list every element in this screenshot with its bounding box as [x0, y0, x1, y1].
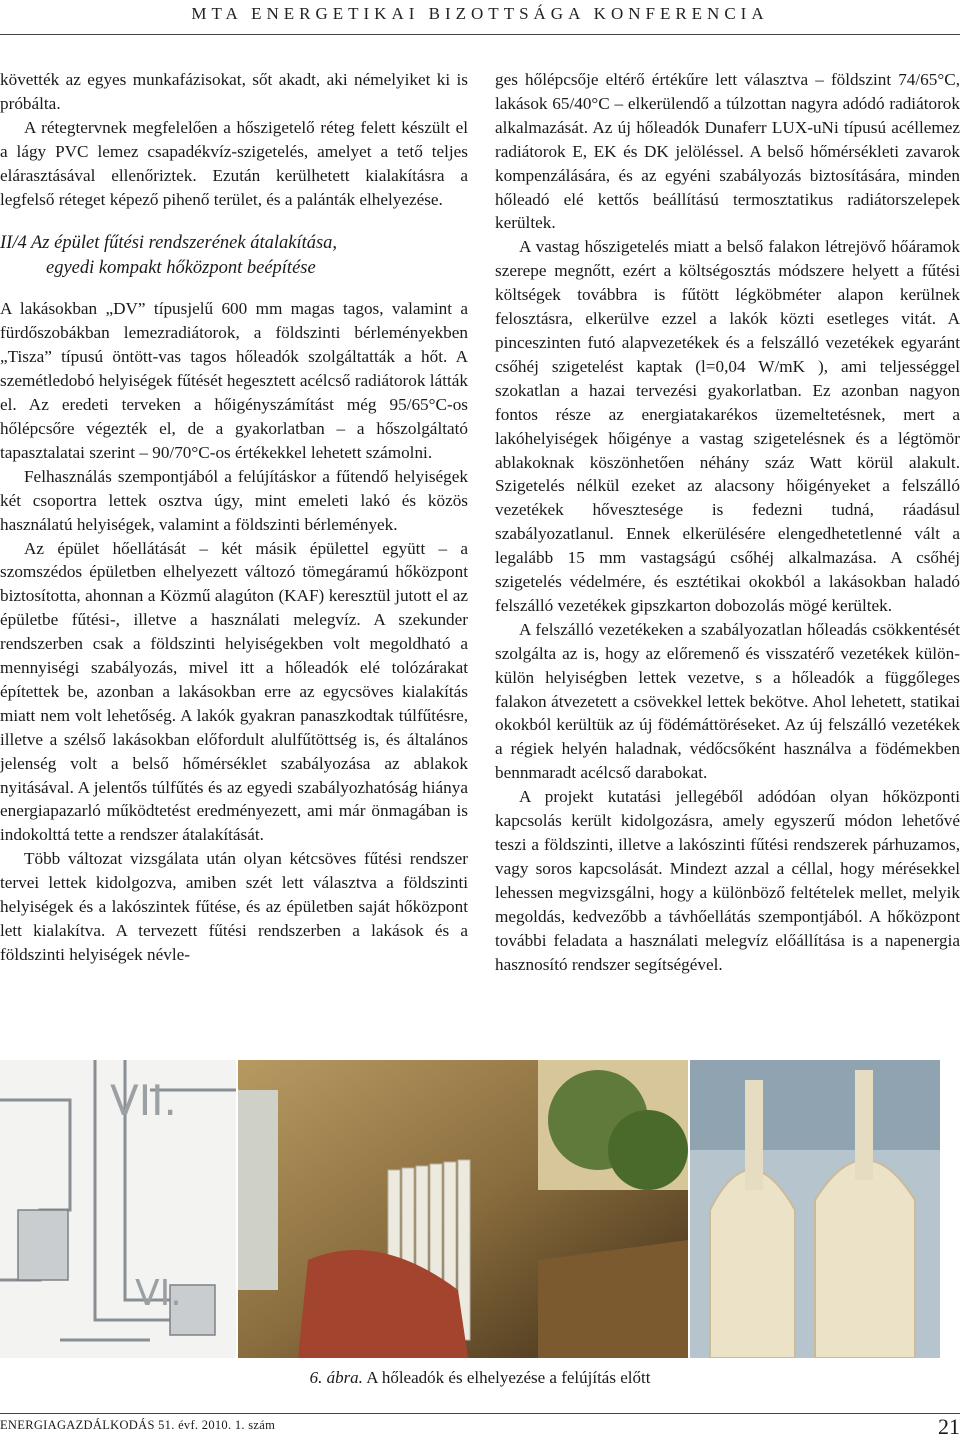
- figure-caption: [0, 1368, 960, 1388]
- figure-caption-text: A hőleadók és elhelyezése a felújítás előtt: [362, 1368, 651, 1387]
- radiator-room-drawing: [238, 1060, 688, 1358]
- paragraph: követték az egyes munkafázisokat, sőt akadt, aki némelyiket ki is próbálta.: [0, 70, 468, 113]
- footer-rule: [0, 1413, 960, 1414]
- paragraph: A lakásokban „DV” típusjelű 600 mm magas tagos, valamint a fürdőszobákban lemezradiátorok, a földszinti bérleményekben „Tisza” típusú öntött-vas tagos hőleadók szolgáltatták a hőt. A szemétledobó helyiségek fűtését hegesztett acélcső radiátorok látták el. Az eredeti terveken a hőigényszámítást még 95/65°C-os hőlépcsőre végezték el, de a gyakorlatban – a hőszolgáltató tapasztalatai szerint – 90/70°C-os értékekkel lehetett számolni.: [0, 299, 468, 462]
- section-heading: [0, 231, 468, 281]
- pipe-diagram-drawing: [0, 1060, 236, 1358]
- section-heading-line-2: egyedi kompakt hőközpont beépítése: [46, 258, 316, 279]
- pipe-diagram-photo: [0, 1060, 236, 1358]
- figure-number: 6. ábra.: [309, 1368, 363, 1387]
- paragraph: A rétegtervnek megfelelően a hőszigetelő réteg felett készült el a lágy PVC lemez csapadékvíz-szigetelés, amelyet a tető teljes elárasztásával ellenőriztek. Ezután kerülhetett kialakításra a legfelső réteget képező pihenő terület, és a palánták elhelyezése.: [0, 117, 468, 209]
- page-number: 21: [938, 1414, 960, 1439]
- journal-footer: ENERGIAGAZDÁLKODÁS 51. évf. 2010. 1. szám: [0, 1418, 276, 1432]
- paragraph: Felhasználás szempontjából a felújításkor a fűtendő helyiségek két csoportra lettek osztva úgy, mint emeleti lakó és közös használatú helyiségek, valamint a földszinti bérlemények.: [0, 466, 468, 534]
- left-column: [0, 68, 468, 967]
- right-column: [495, 68, 960, 976]
- paragraph: A projekt kutatási jellegéből adódóan olyan hőközponti kapcsolás került kidolgozásra, amely egyszerű módon lehetővé teszi a földszinti, illetve a lakószinti fűtési rendszerek párhuzamos, vagy soros kapcsolását. Mindezt azzal a céllal, hogy mérésekkel lehessen megvizsgálni, hogy a különböző feltételek mellet, melyik megoldás, kedvezőbb a távhőellátás szempontjából. A hőközpont további feladata a használati melegvíz előállítása is a napenergia hasznosító rendszer segítségével.: [495, 787, 960, 974]
- running-header: MTA ENERGETIKAI BIZOTTSÁGA KONFERENCIA: [191, 4, 769, 23]
- paragraph: Több változat vizsgálata után olyan kétcsöves fűtési rendszer tervei lettek kidolgozva, amiben szét lett választva a földszinti helyiségek és a lakószintek fűtése, és az épületben saját hőközpont lett kialakítva. A tervezett fűtési rendszerben a lakások és a földszinti helyiségek névle-: [0, 849, 468, 964]
- paragraph: A vastag hőszigetelés miatt a belső falakon létrejövő hőáramok szerepe megnőtt, ezért a költségosztás módszere helyett a fűtési költségek továbbra is fűtött légköbméter alapon kerülnek felosztásra, elkerülve ezzel a lakók közti esetleges vitát. A pinceszinten futó alapvezetékek és a felszálló vezetékek egyaránt csőhéj szigetelést kaptak (l=0,04 W/mK ), ami teljességgel szokatlan a hazai tervezési gyakorlatban. Ez azonban nagyon fontos része az energiatakarékos üzemeltetésnek, mert a lakóhelyiségek hőigénye a vastag szigetelésnek és a légtömör ablakoknak köszönhetően néhány száz Watt körül alakult. Szigetelés nélkül ezeket az alacsony hőigényeket a felszálló vezetékek hővesztesége is fedezni tudná, ráadásul szabályozatlanul. Ennek elkerülésére elengedhetetlenné vált a legalább 15 mm vastagságú csőhéj alkalmazása. A csőhéj szigetelés védelmére, és esztétikai okokból a lakásokban haladó felszálló vezetékek gipszkarton dobozolás mögé kerültek.: [495, 237, 960, 615]
- section-heading-line-1: II/4 Az épület fűtési rendszerének átalakítása,: [0, 233, 338, 254]
- convector-drawing: [690, 1060, 940, 1358]
- figure-photos: [0, 1060, 940, 1358]
- header-rule: [0, 34, 960, 35]
- label-vii: VII.: [110, 1076, 177, 1125]
- paragraph: A felszálló vezetékeken a szabályozatlan hőleadás csökkentését szolgálta az is, hogy az előremenő és visszatérő vezetékek külön-külön helyiségben lettek vezetve, s a hőleadók a függőleges falakon átvezetett a csövekkel lettek bekötve. Ahol lehetett, statikai okokból kerültük az új födémáttöréseket. Az új felszálló vezetékek a régiek helyén haladnak, védőcsőként használva a födémekben bennmaradt acélcső darabokat.: [495, 619, 960, 783]
- label-vi: VI.: [135, 1273, 182, 1314]
- paragraph: ges hőlépcsője eltérő értékűre lett választva – földszint 74/65°C, lakások 65/40°C – elkerülendő a túlzottan nagyra adódó radiátorok alkalmazását. Az új hőleadók Dunaferr LUX-uNi típusú acéllemez radiátorok E, EK és DK jelöléssel. A belső hőmérsékleti zavarok kompenzálására, és az egyéni szabályozás biztosítására, minden hőleadó elé kettős beállítású termosztatikus radiátorszelepek kerültek.: [495, 70, 960, 233]
- paragraph: Az épület hőellátását – két másik épülettel együtt – a szomszédos épületben elhelyezett változó tömegáramú hőközpont biztosította, ahonnan a Közmű alagúton (KAF) keresztül jutott el az épületbe fűtési-, illetve a használati melegvíz. A szekunder rendszerben csak a földszinti helyiségekben volt megoldható a mennyiségi szabályozás, mivel itt a hőleadók elé tolózárakat építettek be, azonban a lakásokban erre az egycsöves kialakítás miatt nem volt lehetőség. A lakók gyakran panaszkodtak túlfűtésre, illetve a szélső lakásokban előfordult alulfűtöttség is, és általános jelenség volt a belső hőmérséklet szabályozása az ablakok nyitásával. A jelentős túlfűtés és az egyedi szabályozhatóság hiánya energiapazarló működtetést eredményezett, ami már önmagában is indokolttá tette a rendszer átalakítását.: [0, 538, 468, 845]
- radiator-room-photo: [238, 1060, 688, 1358]
- convector-photo: [690, 1060, 940, 1358]
